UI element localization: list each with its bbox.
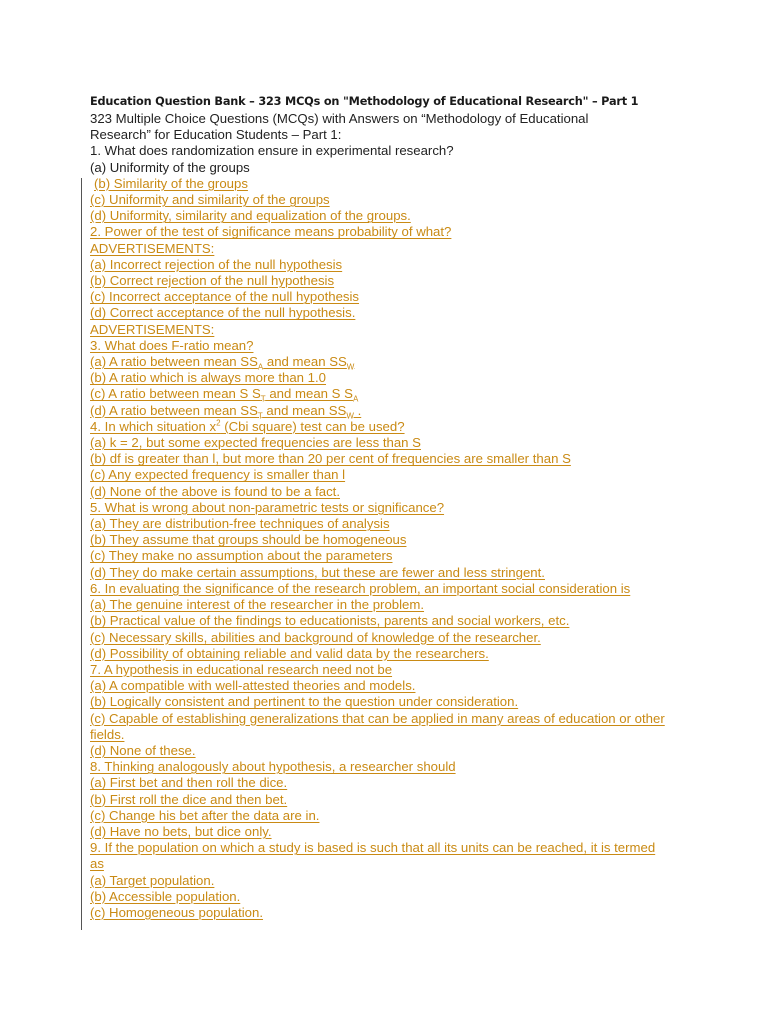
- q8-option-a: (a) First bet and then roll the dice.: [90, 775, 288, 791]
- advertisements-label-2: ADVERTISEMENTS:: [90, 321, 215, 337]
- q4-option-d: (d) None of the above is found to be a fact.: [90, 483, 340, 499]
- q4-option-b: (b) df is greater than l, but more than 20 per cent of frequencies are smaller than S: [90, 451, 571, 467]
- q1-option-d: (d) Uniformity, similarity and equalization of the groups.: [90, 208, 411, 224]
- q6-option-d: (d) Possibility of obtaining reliable and valid data by the researchers.: [90, 645, 489, 661]
- q4-option-c: (c) Any expected frequency is smaller than l: [90, 467, 346, 483]
- question-2: 2. Power of the test of significance means probability of what?: [90, 224, 452, 240]
- document-title: Education Question Bank – 323 MCQs on "Methodology of Educational Research" – Part 1: [90, 95, 639, 108]
- q4-option-a: (a) k = 2, but some expected frequencies are less than S: [90, 435, 421, 451]
- q5-option-c: (c) They make no assumption about the parameters: [90, 548, 393, 564]
- q3-option-d: (d) A ratio between mean $SS_T$ and mean $SS_W$ .: [90, 402, 362, 421]
- q3-option-a: (a) A ratio between mean $SS_A$ and mean $SS_W$: [90, 354, 355, 372]
- question-1: 1. What does randomization ensure in experimental research?: [90, 143, 454, 159]
- q9-option-a: (a) Target population.: [90, 872, 215, 888]
- q2-option-c: (c) Incorrect acceptance of the null hypothesis: [90, 289, 360, 305]
- change-bar: [81, 178, 82, 930]
- q6-option-b: (b) Practical value of the findings to educationists, parents and social workers, etc.: [90, 613, 570, 629]
- q8-option-c: (c) Change his bet after the data are in.: [90, 807, 320, 823]
- advertisements-label: ADVERTISEMENTS:: [90, 240, 215, 256]
- q2-option-b: (b) Correct rejection of the null hypothesis: [90, 273, 335, 289]
- q7-option-c: (c) Capable of establishing generalizations that can be applied in many areas of education or other fields.: [90, 710, 665, 742]
- q9-option-b: (b) Accessible population.: [90, 888, 241, 904]
- question-7: 7. A hypothesis in educational research need not be: [90, 661, 393, 677]
- q7-option-a: (a) A compatible with well-attested theories and models.: [90, 678, 416, 694]
- q2-option-a: (a) Incorrect rejection of the null hypothesis: [90, 256, 343, 272]
- q5-option-b: (b) They assume that groups should be homogeneous: [90, 532, 407, 548]
- q7-option-d: (d) None of these.: [90, 742, 196, 758]
- q9-option-c: (c) Homogeneous population.: [90, 904, 264, 920]
- q8-option-d: (d) Have no bets, but dice only.: [90, 823, 272, 839]
- question-5: 5. What is wrong about non-parametric tests or significance?: [90, 499, 445, 515]
- q8-option-b: (b) First roll the dice and then bet.: [90, 791, 288, 807]
- document-page: [90, 93, 690, 921]
- q1-option-c: (c) Uniformity and similarity of the groups: [90, 192, 330, 208]
- q6-option-c: (c) Necessary skills, abilities and background of knowledge of the researcher.: [90, 629, 541, 645]
- q5-option-d: (d) They do make certain assumptions, but these are fewer and less stringent.: [90, 564, 545, 580]
- question-8: 8. Thinking analogously about hypothesis, a researcher should: [90, 759, 456, 775]
- q1-option-a: (a) Uniformity of the groups: [90, 159, 250, 175]
- q6-option-a: (a) The genuine interest of the researcher in the problem.: [90, 597, 425, 613]
- q7-option-b: (b) Logically consistent and pertinent to the question under consideration.: [90, 694, 519, 710]
- q1-option-b: (b) Similarity of the groups: [94, 175, 248, 191]
- intro-text: 323 Multiple Choice Questions (MCQs) with Answers on “Methodology of Educational Research” for Education Students – Part 1:: [90, 111, 589, 143]
- q3-option-b: (b) A ratio which is always more than 1.0: [90, 370, 327, 386]
- question-6: 6. In evaluating the significance of the research problem, an important social consideration is: [90, 580, 631, 596]
- q5-option-a: (a) They are distribution-free techniques of analysis: [90, 516, 390, 532]
- q2-option-d: (d) Correct acceptance of the null hypothesis.: [90, 305, 356, 321]
- q3-option-c: (c) A ratio between mean S $S_T$ and mean S $S_A$: [90, 386, 359, 405]
- question-9: 9. If the population on which a study is based is such that all its units can be reached, it is termed as: [90, 840, 656, 872]
- question-4: 4. In which situation $x^2$ (Cbi square) test can be used?: [90, 418, 405, 434]
- question-3: 3. What does F-ratio mean?: [90, 337, 254, 353]
